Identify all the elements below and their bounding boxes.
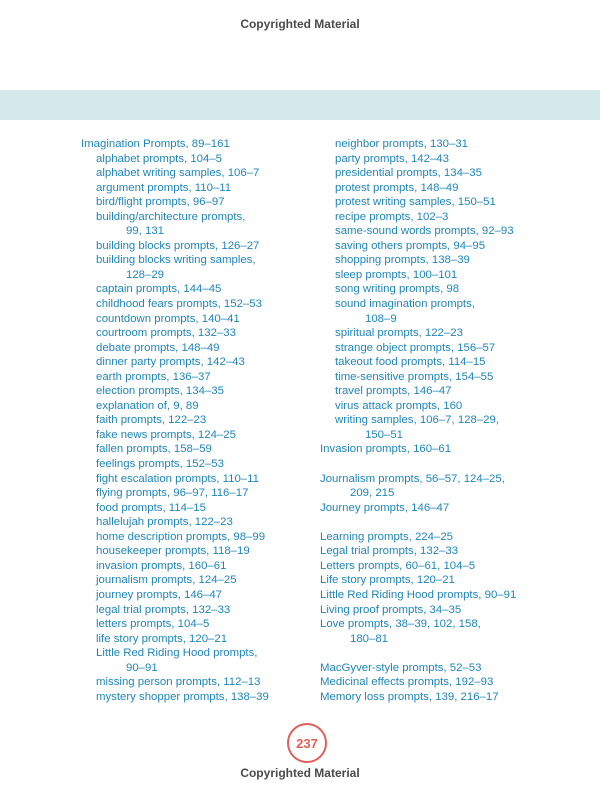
index-sub-entry: strange object prompts, 156–57 [335, 341, 496, 354]
index-sub-entry: travel prompts, 146–47 [335, 385, 452, 398]
index-sub-entry: mystery shopper prompts, 138–39 [96, 690, 269, 703]
index-sub-entry: shopping prompts, 138–39 [335, 254, 470, 267]
index-main-entry: MacGyver-style prompts, 52–53 [320, 661, 482, 674]
index-sub-entry: alphabet prompts, 104–5 [96, 152, 223, 165]
index-sub-entry: journey prompts, 146–47 [96, 588, 223, 601]
index-main-entry: Love prompts, 38–39, 102, 158, [320, 618, 481, 631]
index-sub-entry: virus attack prompts, 160 [335, 399, 463, 412]
index-sub-entry: building blocks prompts, 126–27 [96, 239, 260, 252]
index-sub-entry: building blocks writing samples, [96, 254, 256, 267]
index-sub-entry: protest prompts, 148–49 [335, 181, 459, 194]
index-sub-entry: sleep prompts, 100–101 [335, 268, 458, 281]
index-sub-entry: building/architecture prompts, [96, 210, 246, 223]
index-main-entry: Little Red Riding Hood prompts, 90–91 [320, 588, 517, 601]
index-sub-entry: Little Red Riding Hood prompts, [96, 647, 258, 660]
index-column-left [81, 137, 306, 704]
index-continuation-line: 180–81 [350, 632, 389, 645]
index-sub-entry: fight escalation prompts, 110–11 [96, 472, 259, 485]
index-continuation-line: 108–9 [365, 312, 397, 325]
index-sub-entry: dinner party prompts, 142–43 [96, 356, 245, 369]
header-band [0, 90, 600, 120]
index-sub-entry: bird/flight prompts, 96–97 [96, 196, 225, 209]
index-sub-entry: invasion prompts, 160–61 [96, 559, 227, 572]
index-sub-entry: housekeeper prompts, 118–19 [96, 545, 250, 558]
index-sub-entry: explanation of, 9, 89 [96, 399, 199, 412]
index-sub-entry: hallelujah prompts, 122–23 [96, 516, 233, 529]
index-sub-entry: food prompts, 114–15 [96, 501, 206, 514]
index-continuation-line: 90–91 [126, 661, 158, 674]
index-sub-entry: life story prompts, 120–21 [96, 632, 228, 645]
index-main-entry: Memory loss prompts, 139, 216–17 [320, 690, 499, 703]
index-sub-entry: spiritual prompts, 122–23 [335, 327, 463, 340]
index-sub-entry: sound imagination prompts, [335, 298, 475, 311]
index-sub-entry: neighbor prompts, 130–31 [335, 138, 468, 150]
copyright-watermark-top: Copyrighted Material [240, 17, 360, 31]
page-number: 237 [296, 735, 318, 751]
index-sub-entry: feelings prompts, 152–53 [96, 458, 224, 471]
index-sub-entry: countdown prompts, 140–41 [96, 312, 240, 325]
index-sub-entry: journalism prompts, 124–25 [96, 574, 237, 587]
index-sub-entry: fake news prompts, 124–25 [96, 428, 236, 441]
index-continuation-line: 128–29 [126, 268, 165, 281]
index-sub-entry: argument prompts, 110–11 [96, 181, 232, 194]
index-sub-entry: debate prompts, 148–49 [96, 341, 220, 354]
index-sub-entry: missing person prompts, 112–13 [96, 676, 261, 689]
index-main-entry: Imagination Prompts, 89–161 [81, 138, 230, 150]
index-continuation-line: 150–51 [365, 428, 404, 441]
index-sub-entry: home description prompts, 98–99 [96, 530, 266, 543]
index-sub-entry: captain prompts, 144–45 [96, 283, 222, 296]
index-sub-entry: same-sound words prompts, 92–93 [335, 225, 514, 238]
index-main-entry: Invasion prompts, 160–61 [320, 443, 452, 456]
index-sub-entry: saving others prompts, 94–95 [335, 239, 486, 252]
index-sub-entry: fallen prompts, 158–59 [96, 443, 212, 456]
index-column-right [320, 137, 545, 704]
index-main-entry: Legal trial prompts, 132–33 [320, 545, 459, 558]
index-sub-entry: childhood fears prompts, 152–53 [96, 298, 262, 311]
index-sub-entry: recipe prompts, 102–3 [335, 210, 449, 223]
index-sub-entry: letters prompts, 104–5 [96, 618, 210, 631]
index-sub-entry: presidential prompts, 134–35 [335, 167, 482, 180]
index-sub-entry: legal trial prompts, 132–33 [96, 603, 231, 616]
index-sub-entry: takeout food prompts, 114–15 [335, 356, 486, 369]
index-sub-entry: song writing prompts, 98 [335, 283, 460, 296]
index-sub-entry: courtroom prompts, 132–33 [96, 327, 236, 340]
index-main-entry: Life story prompts, 120–21 [320, 574, 455, 587]
index-main-entry: Journey prompts, 146–47 [320, 501, 450, 514]
index-sub-entry: flying prompts, 96–97, 116–17 [96, 487, 249, 500]
index-sub-entry: writing samples, 106–7, 128–29, [335, 414, 500, 427]
index-sub-entry: alphabet writing samples, 106–7 [96, 167, 260, 180]
index-main-entry: Letters prompts, 60–61, 104–5 [320, 559, 476, 572]
index-sub-entry: earth prompts, 136–37 [96, 370, 211, 383]
index-main-entry: Medicinal effects prompts, 192–93 [320, 676, 494, 689]
index-sub-entry: election prompts, 134–35 [96, 385, 224, 398]
copyright-watermark-bottom: Copyrighted Material [240, 766, 360, 780]
page-number-badge [287, 723, 327, 763]
index-sub-entry: time-sensitive prompts, 154–55 [335, 370, 494, 383]
index-continuation-line: 99, 131 [126, 225, 165, 238]
index-main-entry: Living proof prompts, 34–35 [320, 603, 462, 616]
index-sub-entry: protest writing samples, 150–51 [335, 196, 496, 209]
index-main-entry: Learning prompts, 224–25 [320, 530, 453, 543]
index-main-entry: Journalism prompts, 56–57, 124–25, [320, 472, 505, 485]
index-continuation-line: 209, 215 [350, 487, 395, 500]
index-sub-entry: faith prompts, 122–23 [96, 414, 207, 427]
index-sub-entry: party prompts, 142–43 [335, 152, 449, 165]
